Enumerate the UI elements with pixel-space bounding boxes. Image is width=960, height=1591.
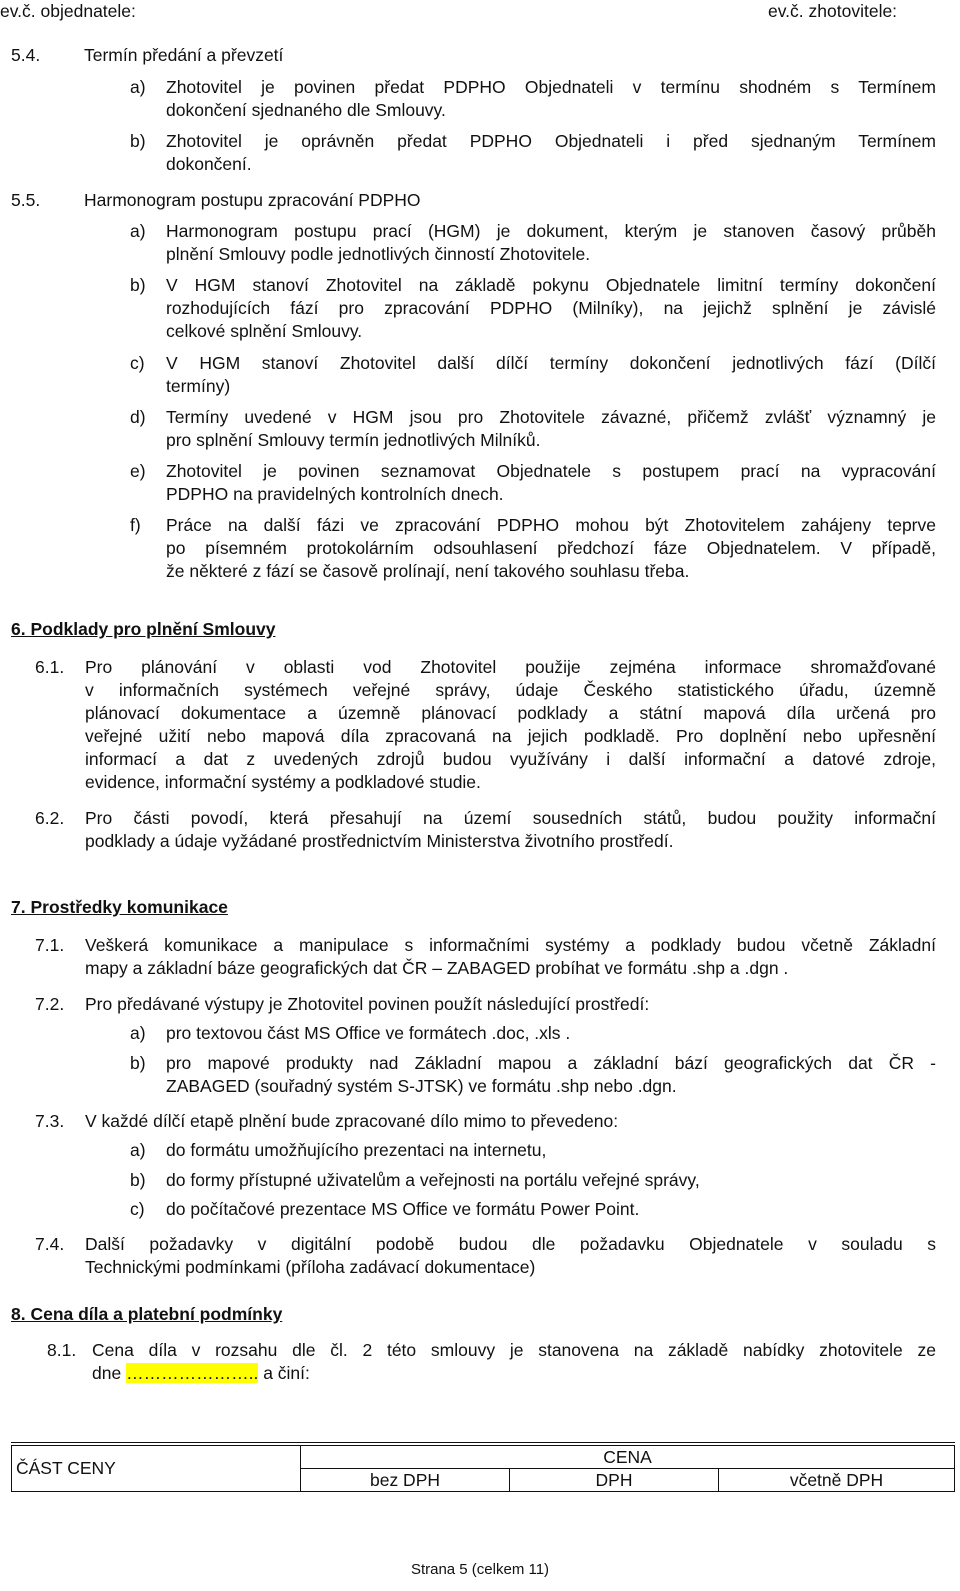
list-marker: c) <box>130 353 145 373</box>
section-5-4-number: 5.4. <box>11 45 41 65</box>
paragraph-line: evidence, informační systémy a podkladové studie. <box>85 772 481 792</box>
paragraph-number: 7.2. <box>35 994 65 1014</box>
amount-label: a činí: <box>263 1363 310 1383</box>
paragraph-line: V každé dílčí etapě plnění bude zpracované dílo mimo to převedeno: <box>85 1111 619 1131</box>
paragraph-line: Zhotovitel je oprávněn předat PDPHO Objednateli i před sjednaným Termínem <box>166 131 936 151</box>
section-8-heading: 8. Cena díla a platební podmínky <box>11 1304 283 1324</box>
paragraph-line: informací a dat z uvedených zdrojů budou využívány i další informační a datové zdroje, <box>85 749 936 769</box>
paragraph-line: pro textovou část MS Office ve formátech .doc, .xls . <box>166 1023 571 1043</box>
list-marker: b) <box>130 1170 146 1190</box>
list-marker: c) <box>130 1199 145 1219</box>
paragraph-line: že některé z fází se časově prolínají, není takového souhlasu třeba. <box>166 561 690 581</box>
paragraph-line: po písemném protokolárním odsouhlasení předchozí fáze Objednatelem. V případě, <box>166 538 936 558</box>
paragraph-line: Cena díla v rozsahu dle čl. 2 této smlouvy je stanovena na základě nabídky zhotovitele ze <box>92 1340 936 1360</box>
paragraph-line: pro mapové produkty nad Základní mapou a základní bází geografických dat ČR - <box>166 1053 936 1073</box>
list-marker: d) <box>130 407 146 427</box>
paragraph-line: pro splnění Smlouvy termín jednotlivých Milníků. <box>166 430 541 450</box>
section-5-5-number: 5.5. <box>11 190 41 210</box>
paragraph-number: 7.4. <box>35 1234 65 1254</box>
list-marker: a) <box>130 1140 146 1160</box>
paragraph-line: dokončení. <box>166 154 252 174</box>
paragraph-line: celkové splnění Smlouvy. <box>166 321 363 341</box>
list-marker: a) <box>130 1023 146 1043</box>
paragraph-line: termíny) <box>166 376 231 396</box>
paragraph-line: Technickými podmínkami (příloha zadávací dokumentace) <box>85 1257 536 1277</box>
paragraph-number: 6.1. <box>35 657 65 677</box>
paragraph-line: Pro předávané výstupy je Zhotovitel povinen použít následující prostředí: <box>85 994 650 1014</box>
section-5-5-title: Harmonogram postupu zpracování PDPHO <box>84 190 421 210</box>
list-marker: b) <box>130 275 146 295</box>
section-6-heading: 6. Podklady pro plnění Smlouvy <box>11 619 276 639</box>
paragraph-line: v informačních systémech veřejné správy, údaje Českého statistického úřadu, územně <box>85 680 936 700</box>
list-marker: a) <box>130 77 146 97</box>
paragraph-line: veřejné užití nebo mapová díla zpracovaná na jejich podkladě. Pro doplnění nebo upřesnění <box>85 726 936 746</box>
paragraph-line: rozhodujících fází pro zpracování PDPHO (Milníky), na jejichž splnění je závislé <box>166 298 936 318</box>
list-marker: b) <box>130 131 146 151</box>
paragraph-line: Pro části povodí, která přesahují na území sousedních států, budou použity informační <box>85 808 936 828</box>
list-marker: e) <box>130 461 146 481</box>
paragraph-line: PDPHO na pravidelných kontrolních dnech. <box>166 484 504 504</box>
col-cena-header: CENA <box>301 1446 955 1469</box>
paragraph-line: do formy přístupné uživatelům a veřejnosti na portálu veřejné správy, <box>166 1170 700 1190</box>
date-blank-highlight[interactable]: ………………….. <box>126 1363 259 1383</box>
paragraph-number: 6.2. <box>35 808 65 828</box>
paragraph-line: do počítačové prezentace MS Office ve formátu Power Point. <box>166 1199 640 1219</box>
list-marker: b) <box>130 1053 146 1073</box>
list-marker: f) <box>130 515 141 535</box>
page-footer: Strana 5 (celkem 11) <box>410 1561 550 1578</box>
col-bez-dph-header: bez DPH <box>301 1469 510 1492</box>
paragraph-line: dokončení sjednaného dle Smlouvy. <box>166 100 446 120</box>
paragraph-line: Termíny uvedené v HGM jsou pro Zhotovitele závazné, přičemž zvlášť významný je <box>166 407 936 427</box>
paragraph-number: 7.1. <box>35 935 65 955</box>
col-part-header: ČÁST CENY <box>12 1446 301 1492</box>
paragraph-line: Zhotovitel je povinen předat PDPHO Objednateli v termínu shodném s Termínem <box>166 77 936 97</box>
paragraph-line: mapy a základní báze geografických dat ČR – ZABAGED probíhat ve formátu .shp a .dgn . <box>85 958 789 978</box>
paragraph-line: Pro plánování v oblasti vod Zhotovitel použije zejména informace shromažďované <box>85 657 936 677</box>
paragraph-line: ZABAGED (souřadný systém S-JTSK) ve formátu .shp nebo .dgn. <box>166 1076 677 1096</box>
list-marker: a) <box>130 221 146 241</box>
paragraph-line: Zhotovitel je povinen seznamovat Objednatele s postupem prací na vypracování <box>166 461 936 481</box>
paragraph-line <box>92 1362 310 1384</box>
paragraph-line: plánovací dokumentace a územně plánovací podklady a státní mapová díla určená pro <box>85 703 936 723</box>
table-top-border <box>11 1442 955 1443</box>
price-table <box>11 1445 955 1492</box>
header-left-label: ev.č. objednatele: <box>0 1 136 21</box>
paragraph-line: Další požadavky v digitální podobě budou dle požadavku Objednatele v souladu s <box>85 1234 936 1254</box>
paragraph-line: Harmonogram postupu prací (HGM) je dokument, kterým je stanoven časový průběh <box>166 221 936 241</box>
section-7-heading: 7. Prostředky komunikace <box>11 897 228 917</box>
paragraph-line: do formátu umožňujícího prezentaci na internetu, <box>166 1140 547 1160</box>
paragraph-line: plnění Smlouvy podle jednotlivých činností Zhotovitele. <box>166 244 591 264</box>
paragraph-line: podklady a údaje vyžádané prostřednictvím Ministerstva životního prostředí. <box>85 831 674 851</box>
section-5-4-title: Termín předání a převzetí <box>84 45 284 65</box>
paragraph-line: V HGM stanoví Zhotovitel další dílčí termíny dokončení jednotlivých fází (Dílčí <box>166 353 936 373</box>
paragraph-line: Práce na další fázi ve zpracování PDPHO mohou být Zhotovitelem zahájeny teprve <box>166 515 936 535</box>
paragraph-line: Veškerá komunikace a manipulace s informačními systémy a podklady budou včetně Základní <box>85 935 936 955</box>
paragraph-number: 7.3. <box>35 1111 65 1131</box>
paragraph-number: 8.1. <box>47 1340 77 1360</box>
col-vcetne-dph-header: včetně DPH <box>719 1469 955 1492</box>
paragraph-line: V HGM stanoví Zhotovitel na základě pokynu Objednatele limitní termíny dokončení <box>166 275 936 295</box>
col-dph-header: DPH <box>510 1469 719 1492</box>
date-label: dne <box>92 1363 122 1383</box>
header-right-label: ev.č. zhotovitele: <box>768 1 898 21</box>
